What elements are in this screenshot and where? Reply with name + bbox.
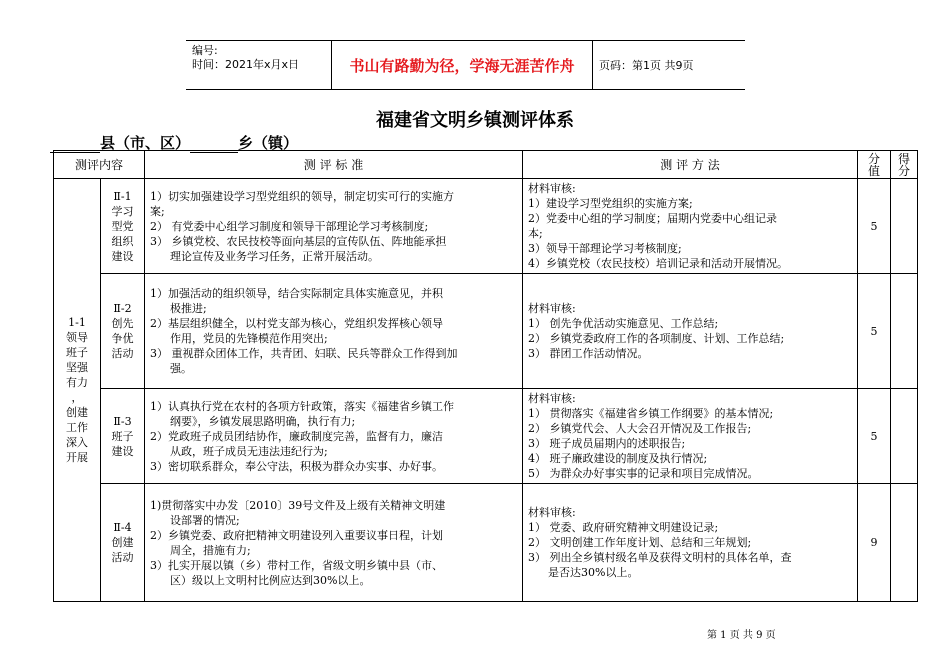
item-line: 建设 — [111, 444, 134, 458]
item-line: 创先 — [111, 317, 134, 330]
text-line: 2）党政班子成员团结协作，廉政制度完善，监督有力，廉洁 — [150, 429, 444, 443]
method-cell — [523, 274, 858, 389]
table-row — [54, 484, 918, 602]
table-row — [54, 274, 918, 389]
score-cell: 5 — [858, 274, 891, 389]
text-line: 4） 班子廉政建设的制度及执行情况; — [528, 452, 708, 465]
text-line: 1）加强活动的组织领导，结合实际制定具体实施意见，并积 — [150, 287, 444, 300]
category-line: 班子 — [66, 346, 88, 359]
document-header — [186, 40, 745, 90]
text-line: 纲要》，乡镇发展思路明确，执行有力; — [170, 414, 356, 428]
item-line: 建设 — [111, 249, 134, 263]
score-cell: 5 — [858, 179, 891, 274]
time-label: 时间：2021年x月x日 — [192, 58, 300, 71]
category-line: 坚强 — [66, 361, 88, 374]
text-line: 3） 重视群众团体工作，共青团、妇联、民兵等群众工作得到加 — [150, 347, 458, 360]
standard-cell — [145, 274, 523, 389]
text-line: 3）密切联系群众，奉公守法，积极为群众办实事、办好事。 — [150, 459, 444, 473]
text-line: 材料审核: — [528, 302, 576, 315]
category-line: 开展 — [66, 451, 88, 464]
standard-cell — [145, 389, 523, 484]
table-row — [54, 179, 918, 274]
category-line: 创建 — [66, 406, 88, 419]
item-line: 活动 — [111, 347, 134, 360]
text-line: 材料审核: — [528, 392, 576, 405]
header-score: 分 值 — [858, 151, 891, 179]
number-label: 编号: — [192, 44, 218, 57]
standard-cell — [145, 179, 523, 274]
score-cell: 5 — [858, 389, 891, 484]
item-line: Ⅱ-3 — [113, 414, 132, 428]
text-line: 2） 有党委中心组学习制度和领导干部理论学习考核制度; — [150, 219, 429, 233]
item-line: 学习 — [111, 204, 134, 218]
item-line: 争优 — [111, 332, 134, 345]
page-footer: 第 1 页 共 9 页 — [707, 630, 776, 641]
text-line: 设部署的情况; — [170, 513, 240, 527]
text-line: 1） 党委、政府研究精神文明建设记录; — [528, 521, 719, 534]
item-line: 活动 — [111, 551, 134, 564]
method-cell — [523, 484, 858, 602]
text-line: 极推进; — [170, 302, 207, 315]
header-mark: 得 分 — [891, 151, 918, 179]
mark-cell — [891, 389, 918, 484]
header-meta — [186, 41, 332, 89]
text-line: 本; — [528, 227, 543, 240]
township-label: 乡（镇） — [238, 134, 299, 152]
text-line: 材料审核: — [528, 182, 576, 195]
text-line: 1）认真执行党在农村的各项方针政策，落实《福建省乡镇工作 — [150, 399, 455, 413]
method-cell — [523, 179, 858, 274]
text-line: 区）级以上文明村比例应达到30%以上。 — [170, 573, 371, 587]
item-line: 创建 — [111, 536, 134, 549]
item-cell — [101, 389, 145, 484]
text-line: 3） 列出全乡镇村级名单及获得文明村的具体名单，查 — [528, 551, 792, 564]
item-line: 型党 — [111, 219, 134, 233]
standard-cell — [145, 484, 523, 602]
table-header-row — [54, 151, 918, 179]
text-line: 1)贯彻落实中办发〔2010〕39号文件及上级有关精神文明建 — [150, 498, 446, 512]
score-cell: 9 — [858, 484, 891, 602]
text-line: 2）乡镇党委、政府把精神文明建设列入重要议事日程，计划 — [150, 528, 444, 542]
text-line: 材料审核: — [528, 506, 576, 519]
text-line: 3） 班子成员届期内的述职报告; — [528, 437, 686, 450]
county-label: 县（市、区） — [100, 134, 191, 152]
text-line: 案; — [150, 204, 165, 218]
item-cell — [101, 179, 145, 274]
text-line: 1）切实加强建设学习型党组织的领导，制定切实可行的实施方 — [150, 189, 455, 203]
item-line: Ⅱ-2 — [113, 302, 132, 315]
text-line: 3）扎实开展以镇（乡）带村工作，省级文明乡镇中县（市、 — [150, 558, 444, 572]
text-line: 2） 文明创建工作年度计划、总结和三年规划; — [528, 536, 752, 549]
header-standard: 测 评 标 准 — [145, 151, 523, 179]
header-content: 测评内容 — [54, 151, 145, 179]
text-line: 1）建设学习型党组织的实施方案; — [528, 197, 693, 210]
item-line: Ⅱ-1 — [113, 189, 132, 203]
text-line: 是否达30%以上。 — [548, 566, 639, 579]
text-line: 作用，党员的先锋模范作用突出; — [170, 332, 328, 345]
text-line: 1） 创先争优活动实施意见、工作总结; — [528, 317, 719, 330]
text-line: 1） 贯彻落实《福建省乡镇工作纲要》的基本情况; — [528, 407, 774, 420]
evaluation-table — [53, 150, 918, 602]
category-line: 领导 — [66, 331, 88, 344]
text-line: 理论宣传及业务学习任务，正常开展活动。 — [170, 249, 380, 263]
document-title: 福建省文明乡镇测评体系 — [376, 110, 574, 131]
mark-cell — [891, 274, 918, 389]
text-line: 强。 — [170, 362, 193, 375]
text-line: 2）基层组织健全，以村党支部为核心，党组织发挥核心领导 — [150, 317, 444, 330]
mark-cell — [891, 179, 918, 274]
table-row — [54, 389, 918, 484]
text-line: 周全，措施有力; — [170, 543, 251, 557]
item-line: 班子 — [111, 429, 134, 443]
mark-cell — [891, 484, 918, 602]
text-line: 2） 乡镇党代会、人大会召开情况及工作报告; — [528, 422, 752, 435]
category-line: 有力 — [66, 376, 88, 389]
text-line: 4）乡镇党校（农民技校）培训记录和活动开展情况。 — [528, 257, 789, 270]
text-line: 3） 乡镇党校、农民技校等面向基层的宣传队伍、阵地能承担 — [150, 234, 447, 248]
item-line: Ⅱ-4 — [113, 521, 132, 534]
item-cell — [101, 484, 145, 602]
text-line: 从政，班子成员无违法违纪行为; — [170, 444, 328, 458]
category-line: 工作 — [66, 421, 88, 434]
category-line: 深入 — [66, 436, 88, 449]
category-line: 1-1 — [68, 316, 86, 329]
header-method: 测 评 方 法 — [523, 151, 858, 179]
text-line: 2） 乡镇党委政府工作的各项制度、计划、工作总结; — [528, 332, 785, 345]
item-cell — [101, 274, 145, 389]
page-code: 页码：第1页 共9页 — [599, 59, 694, 72]
text-line: 3） 群团工作活动情况。 — [528, 347, 649, 360]
category-line: ， — [71, 391, 83, 404]
motto: 书山有路勤为径，学海无涯苦作舟 — [332, 41, 593, 89]
method-cell — [523, 389, 858, 484]
text-line: 5） 为群众办好事实事的记录和项目完成情况。 — [528, 467, 759, 480]
category-cell — [54, 179, 101, 602]
text-line: 2）党委中心组的学习制度；届期内党委中心组记录 — [528, 212, 778, 225]
item-line: 组织 — [111, 234, 134, 248]
text-line: 3）领导干部理论学习考核制度; — [528, 242, 682, 255]
